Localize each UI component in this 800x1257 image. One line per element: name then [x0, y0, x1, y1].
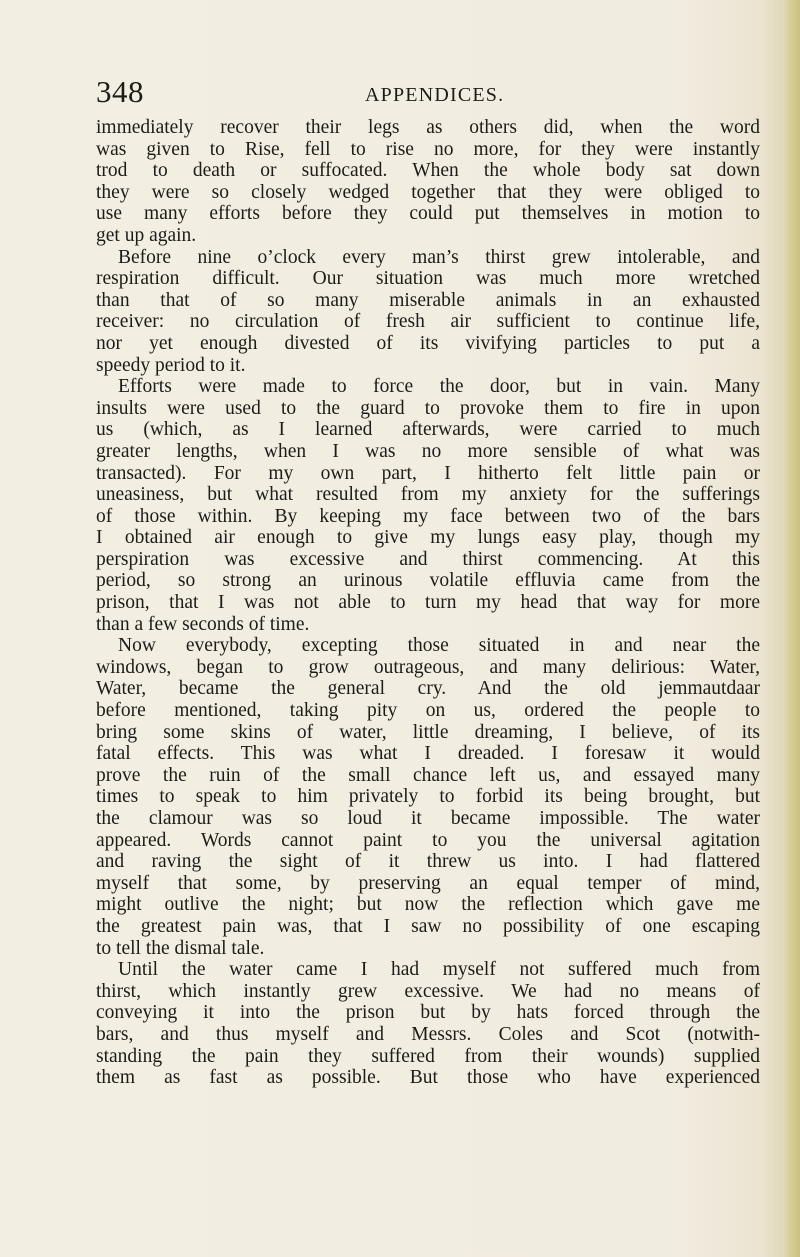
text-line: might outlive the night; but now the reflection which gave me: [96, 894, 760, 916]
text-line: bars, and thus myself and Messrs. Coles and Scot (notwith-: [96, 1023, 760, 1045]
text-line: prison, that I was not able to turn my head that way for more: [96, 592, 760, 614]
text-line: fatal effects. This was what I dreaded. I foresaw it would: [96, 743, 760, 765]
page-edge: [782, 0, 800, 1257]
text-line: and raving the sight of it threw us into. I had flattered: [96, 851, 760, 873]
text-line: standing the pain they suffered from their wounds) supplied: [96, 1045, 760, 1067]
text-line: than a few seconds of time.: [96, 613, 310, 635]
text-line: windows, began to grow outrageous, and many delirious: Water,: [96, 656, 760, 678]
text-line: get up again.: [96, 224, 197, 246]
text-line: was given to Rise, fell to rise no more, for they were instantly: [96, 138, 760, 160]
text-line: them as fast as possible. But those who have experienced: [96, 1067, 760, 1089]
text-line: perspiration was excessive and thirst commencing. At this: [96, 548, 760, 570]
text-line: transacted). For my own part, I hitherto felt little pain or: [96, 462, 760, 484]
text-line: insults were used to the guard to provoke them to fire in upon: [96, 397, 760, 419]
text-line: us (which, as I learned afterwards, were carried to much: [96, 419, 760, 441]
text-line: Until the water came I had myself not suffered much from: [118, 959, 760, 981]
running-head: APPENDICES.: [365, 84, 505, 106]
text-line: the clamour was so loud it became impossible. The water: [96, 808, 760, 829]
text-line: to tell the dismal tale.: [96, 937, 265, 959]
text-line: trod to death or suffocated. When the whole body sat down: [96, 160, 760, 182]
text-line: bring some skins of water, little dreaming, I believe, of its: [96, 721, 760, 743]
text-line: the greatest pain was, that I saw no possibility of one escaping: [96, 915, 760, 937]
text-line: Efforts were made to force the door, but in vain. Many: [118, 376, 760, 398]
page-number: 348: [96, 74, 144, 109]
text-line: Now everybody, excepting those situated in and near the: [118, 635, 760, 657]
text-line: I obtained air enough to give my lungs easy play, though my: [96, 527, 760, 549]
text-line: conveying it into the prison but by hats forced through the: [96, 1002, 760, 1024]
text-line: before mentioned, taking pity on us, ordered the people to: [96, 700, 760, 722]
text-line: than that of so many miserable animals in an exhausted: [96, 289, 760, 311]
text-line: speedy period to it.: [96, 354, 246, 376]
text-line: appeared. Words cannot paint to you the universal agitation: [96, 829, 760, 851]
text-line: they were so closely wedged together that they were obliged to: [96, 181, 760, 203]
text-line: greater lengths, when I was no more sensible of what was: [96, 440, 760, 462]
text-line: Before nine o’clock every man’s thirst grew intolerable, and: [118, 246, 760, 268]
page-header: [0, 74, 800, 114]
text-line: prove the ruin of the small chance left us, and essayed many: [96, 764, 760, 786]
text-line: myself that some, by preserving an equal temper of mind,: [96, 872, 760, 894]
text-line: Water, became the general cry. And the old jemmautdaar: [96, 678, 760, 700]
text-line: of those within. By keeping my face between two of the bars: [96, 505, 760, 527]
text-line: times to speak to him privately to forbid its being brought, but: [96, 786, 760, 808]
text-line: uneasiness, but what resulted from my anxiety for the sufferings: [96, 484, 760, 506]
text-line: use many efforts before they could put themselves in motion to: [96, 203, 760, 225]
text-line: period, so strong an urinous volatile effluvia came from the: [96, 570, 760, 592]
text-line: respiration difficult. Our situation was much more wretched: [96, 268, 760, 290]
text-line: immediately recover their legs as others did, when the word: [96, 117, 760, 138]
text-line: nor yet enough divested of its vivifying particles to put a: [96, 332, 760, 354]
body-text: [96, 117, 760, 1089]
text-line: thirst, which instantly grew excessive. We had no means of: [96, 980, 760, 1002]
text-line: receiver: no circulation of fresh air sufficient to continue life,: [96, 311, 760, 333]
